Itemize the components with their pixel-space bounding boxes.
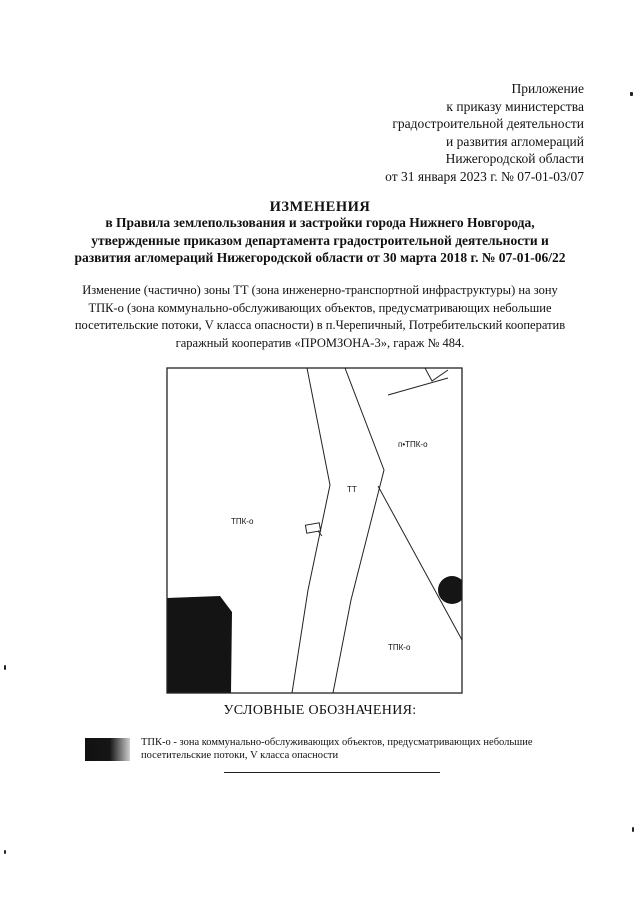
zone-label-tpk-left: ТПК-о	[231, 517, 254, 526]
zone-label-p-tpk: п•ТПК-о	[398, 440, 428, 449]
legend-line: посетительские потоки, V класса опасности	[141, 750, 339, 761]
scan-speck	[4, 665, 6, 670]
subtitle-line: утвержденные приказом департамента градостроительной деятельности и	[91, 232, 549, 248]
divider-rule	[224, 772, 440, 773]
document-title: ИЗМЕНЕНИЯ	[269, 199, 371, 215]
description-line: посетительские потоки, V класса опасности) в п.Черепичный, Потребительский кооператив	[74, 318, 566, 332]
appendix-line: Нижегородской области	[445, 151, 584, 166]
description-line: ТПК-о (зона коммунально-обслуживающих объектов, предусматривающих небольшие	[88, 300, 552, 315]
zone-boundary-line	[388, 378, 448, 395]
scan-speck	[632, 827, 634, 832]
subtitle-line: развития агломераций Нижегородской области от 30 марта 2018 г. № 07-01-06/22	[74, 250, 566, 265]
zone-boundary-line	[292, 368, 330, 693]
appendix-line: градостроительной деятельности	[392, 116, 584, 131]
zone-boundary-line	[378, 486, 462, 640]
tpk-highlight-area	[167, 596, 232, 693]
description-line: гаражный кооператив «ПРОМЗОНА-3», гараж № 484.	[175, 335, 465, 350]
scan-speck	[4, 850, 6, 854]
appendix-line: от 31 января 2023 г. № 07-01-03/07	[385, 168, 584, 184]
legend-swatch	[85, 738, 130, 761]
scan-speck	[630, 92, 633, 96]
description-line: Изменение (частично) зоны ТТ (зона инженерно-транспортной инфраструктуры) на зону	[82, 283, 558, 297]
zone-label-tt: ТТ	[347, 485, 357, 494]
legend-line: ТПК-о - зона коммунально-обслуживающих объектов, предусматривающих небольшие	[141, 737, 533, 748]
zone-boundary-line	[333, 368, 384, 693]
appendix-line: к приказу министерства	[446, 98, 584, 114]
appendix-line: Приложение	[511, 81, 584, 96]
subtitle-line: в Правила землепользования и застройки города Нижнего Новгорода,	[105, 215, 535, 230]
appendix-line: и развития агломераций	[445, 133, 584, 149]
legend-title: УСЛОВНЫЕ ОБОЗНАЧЕНИЯ:	[223, 703, 417, 718]
legend-description	[141, 736, 581, 762]
zone-label-tpk-bottom: ТПК-о	[388, 643, 411, 652]
